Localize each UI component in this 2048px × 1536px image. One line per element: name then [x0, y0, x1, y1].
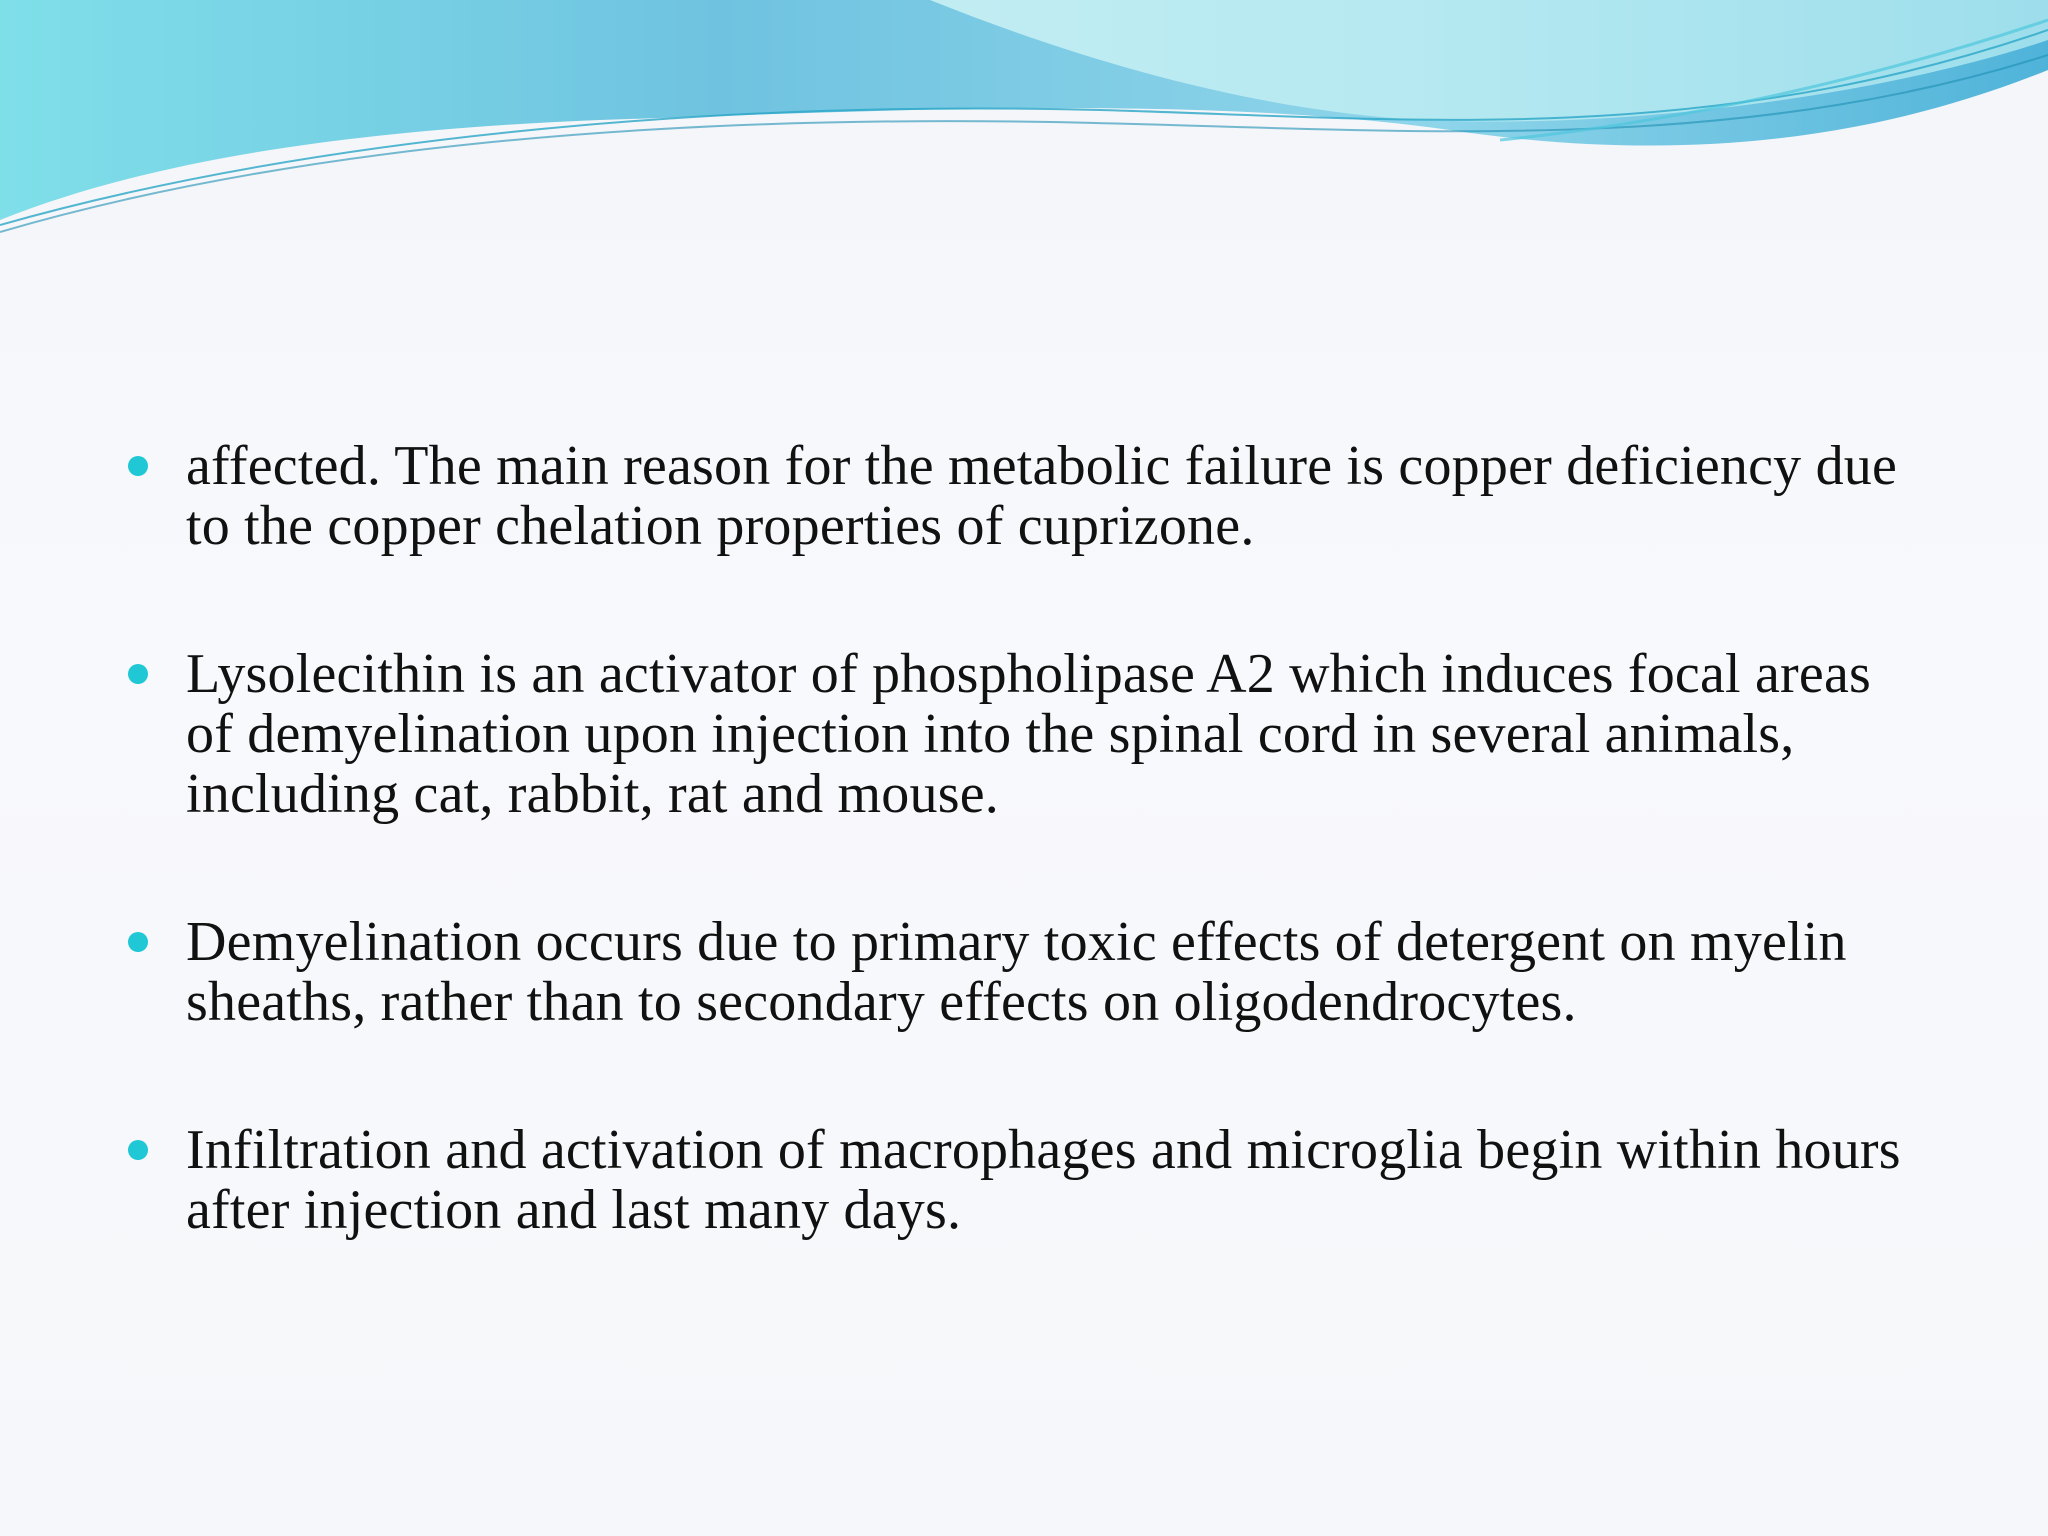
bullet-item	[128, 644, 1928, 824]
bullet-dot-icon	[128, 456, 148, 476]
bullet-dot-icon	[128, 932, 148, 952]
bullet-list	[128, 436, 1928, 1328]
bullet-text: Demyelination occurs due to primary toxic effects of detergent on myelin sheaths, rather than to secondary effects on oligodendrocytes.	[186, 911, 1847, 1033]
bullet-text: affected. The main reason for the metabolic failure is copper deficiency due to the copper chelation properties of cuprizone.	[186, 435, 1898, 557]
bullet-dot-icon	[128, 664, 148, 684]
bullet-text: Lysolecithin is an activator of phospholipase A2 which induces focal areas of demyelination upon injection into the spinal cord in several animals, including cat, rabbit, rat and mouse.	[186, 643, 1872, 825]
bullet-item	[128, 912, 1928, 1032]
bullet-dot-icon	[128, 1140, 148, 1160]
bullet-item	[128, 1120, 1928, 1240]
header-wave-decoration	[0, 0, 2048, 240]
bullet-text: Infiltration and activation of macrophages and microglia begin within hours after injection and last many days.	[186, 1119, 1901, 1241]
bullet-item	[128, 436, 1928, 556]
